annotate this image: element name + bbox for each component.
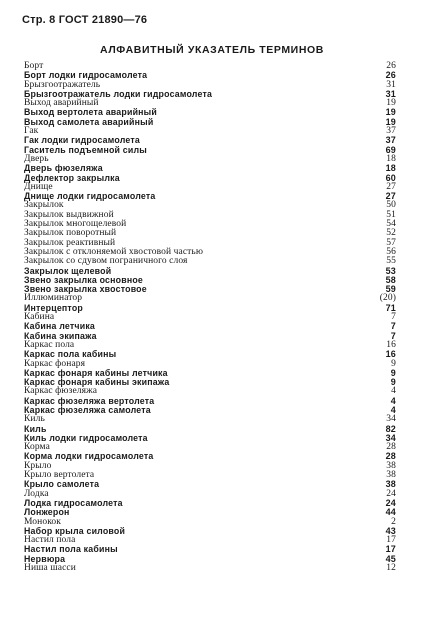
index-term: Дверь фюзеляжа — [24, 163, 103, 174]
index-page-number: 9 — [390, 367, 396, 378]
index-entry — [24, 406, 396, 415]
index-page-number: 17 — [386, 535, 396, 546]
index-term: Кабина экипажа — [24, 330, 97, 341]
index-entry — [24, 508, 396, 517]
index-entry — [24, 146, 396, 155]
index-page-number: 44 — [385, 507, 396, 518]
index-term: Каркас фонаря кабины экипажа — [24, 377, 170, 388]
index-page-number: 56 — [386, 246, 396, 257]
index-page-number: 2 — [391, 516, 396, 527]
index-page-number: 54 — [386, 219, 396, 230]
index-entry — [24, 480, 396, 489]
index-page-number: 7 — [391, 312, 396, 323]
index-term: Звено закрылка хвостовое — [24, 284, 147, 295]
index-page-number: 18 — [386, 153, 396, 164]
index-term: Днище — [24, 181, 53, 192]
index-term: Каркас фонаря — [24, 358, 86, 369]
index-page-number: 52 — [386, 228, 396, 239]
index-page-number: 16 — [386, 339, 396, 350]
page-header: Стр. 8 ГОСТ 21890—76 — [22, 14, 148, 26]
index-term: Гаситель подъемной силы — [24, 144, 147, 155]
index-term: Гак лодки гидросамолета — [24, 135, 140, 146]
index-page-number: 37 — [385, 135, 396, 146]
index-term: Выход самолета аварийный — [24, 116, 154, 127]
index-term: Лонжерон — [24, 507, 70, 518]
index-term: Лодка — [24, 488, 49, 499]
index-page-number: 31 — [386, 79, 396, 90]
index-term: Каркас пола — [24, 339, 75, 350]
index-entry — [24, 545, 396, 554]
index-term: Ниша шасси — [24, 563, 76, 574]
index-term: Киль — [24, 423, 47, 434]
index-entry — [24, 452, 396, 461]
index-page-number: 27 — [385, 191, 396, 202]
index-term: Крыло вертолета — [24, 470, 95, 481]
index-page-number: 4 — [390, 395, 396, 406]
index-entry — [24, 192, 396, 201]
index-page-number: 4 — [391, 386, 396, 397]
index-term: Крыло самолета — [24, 479, 100, 490]
index-page-number: 16 — [385, 349, 396, 360]
index-page-number: 4 — [390, 404, 396, 415]
index-term: Выход аварийный — [24, 98, 99, 109]
index-term: Корма — [24, 442, 50, 453]
index-title: АЛФАВИТНЫЙ УКАЗАТЕЛЬ ТЕРМИНОВ — [100, 44, 324, 56]
index-page-number: 53 — [385, 265, 396, 276]
index-entry — [24, 174, 396, 183]
index-page-number: 28 — [385, 451, 396, 462]
index-page-number: 69 — [385, 144, 396, 155]
index-page-number: 45 — [385, 553, 396, 564]
index-page-number: 28 — [386, 442, 396, 453]
index-term: Борт лодки гидросамолета — [24, 70, 148, 81]
index-term: Иллюминатор — [24, 293, 83, 304]
index-term: Брызгоотражатель лодки гидросамолета — [24, 88, 213, 99]
index-page-number: 18 — [385, 163, 396, 174]
index-page-number: 24 — [386, 488, 396, 499]
index-page-number: 43 — [385, 525, 396, 536]
index-term: Дверь — [24, 153, 49, 164]
index-page-number: 19 — [385, 107, 396, 118]
index-term: Гак — [24, 126, 39, 137]
index-term: Закрылок со сдувом пограничного слоя — [24, 256, 188, 267]
index-term: Закрылок выдвижной — [24, 209, 114, 220]
index-term: Каркас фюзеляжа вертолета — [24, 395, 155, 406]
index-page-number: 27 — [386, 181, 396, 192]
index-term: Набор крыла силовой — [24, 525, 126, 536]
index-page-number: 7 — [390, 321, 396, 332]
index-page-number: 38 — [385, 479, 396, 490]
index-page-number: 26 — [386, 61, 396, 71]
index-page-number: 38 — [386, 470, 396, 481]
index-page-number: 19 — [385, 116, 396, 127]
index-page-number: 19 — [386, 98, 396, 109]
index-term: Крыло — [24, 460, 52, 471]
index-term: Киль — [24, 414, 45, 425]
index-page-number: 9 — [390, 377, 396, 388]
index-entry — [24, 118, 396, 127]
index-page-number: 38 — [386, 460, 396, 471]
index-term: Закрылок реактивный — [24, 237, 116, 248]
index-term: Дефлектор закрылка — [24, 172, 120, 183]
index-page-number: 57 — [386, 237, 396, 248]
index-page-number: 59 — [385, 284, 396, 295]
index-entry — [24, 332, 396, 341]
index-term: Каркас фюзеляжа — [24, 386, 98, 397]
terms-index-list — [24, 62, 396, 573]
index-term: Настил пола — [24, 535, 76, 546]
index-term: Настил пола кабины — [24, 544, 118, 555]
index-entry — [24, 564, 396, 573]
index-term: Брызгоотражатель — [24, 79, 101, 90]
index-entry — [24, 434, 396, 443]
index-entry — [24, 527, 396, 536]
index-page-number: 60 — [385, 172, 396, 183]
index-entry — [24, 499, 396, 508]
index-page-number: 37 — [386, 126, 396, 137]
index-term: Борт — [24, 61, 44, 71]
index-term: Днище лодки гидросамолета — [24, 191, 156, 202]
index-page-number: 17 — [385, 544, 396, 555]
index-term: Корма лодки гидросамолета — [24, 451, 154, 462]
index-page-number: 9 — [391, 358, 396, 369]
index-term: Звено закрылка основное — [24, 274, 144, 285]
index-term: Выход вертолета аварийный — [24, 107, 158, 118]
index-page-number: 12 — [386, 563, 396, 574]
index-entry — [24, 304, 396, 313]
index-term: Лодка гидросамолета — [24, 497, 123, 508]
index-term: Закрылок многощелевой — [24, 219, 127, 230]
index-term: Закрылок поворотный — [24, 228, 117, 239]
index-page-number: 51 — [386, 209, 396, 220]
index-page-number: 34 — [385, 432, 396, 443]
index-term: Нервюра — [24, 553, 66, 564]
index-term: Монокок — [24, 516, 61, 527]
index-term: Закрылок — [24, 200, 64, 211]
index-page-number: 26 — [385, 70, 396, 81]
index-page-number: 82 — [385, 423, 396, 434]
index-term: Закрылок с отклоняемой хвостовой частью — [24, 246, 204, 257]
index-term: Каркас фонаря кабины летчика — [24, 367, 168, 378]
index-page-number: 34 — [386, 414, 396, 425]
index-term: Кабина летчика — [24, 321, 96, 332]
index-page-number: 71 — [385, 302, 396, 313]
index-page-number: 31 — [385, 88, 396, 99]
index-page-number: 55 — [386, 256, 396, 267]
index-entry — [24, 555, 396, 564]
index-page-number: (20) — [379, 293, 396, 304]
index-page-number: 7 — [390, 330, 396, 341]
index-term: Кабина — [24, 312, 55, 323]
index-term: Каркас пола кабины — [24, 349, 117, 360]
index-term: Киль лодки гидросамолета — [24, 432, 148, 443]
index-term: Закрылок щелевой — [24, 265, 112, 276]
index-entry — [24, 415, 396, 424]
index-page-number: 50 — [386, 200, 396, 211]
index-term: Каркас фюзеляжа самолета — [24, 404, 151, 415]
index-page-number: 24 — [385, 497, 396, 508]
index-term: Интерцептор — [24, 302, 83, 313]
index-page-number: 58 — [385, 274, 396, 285]
